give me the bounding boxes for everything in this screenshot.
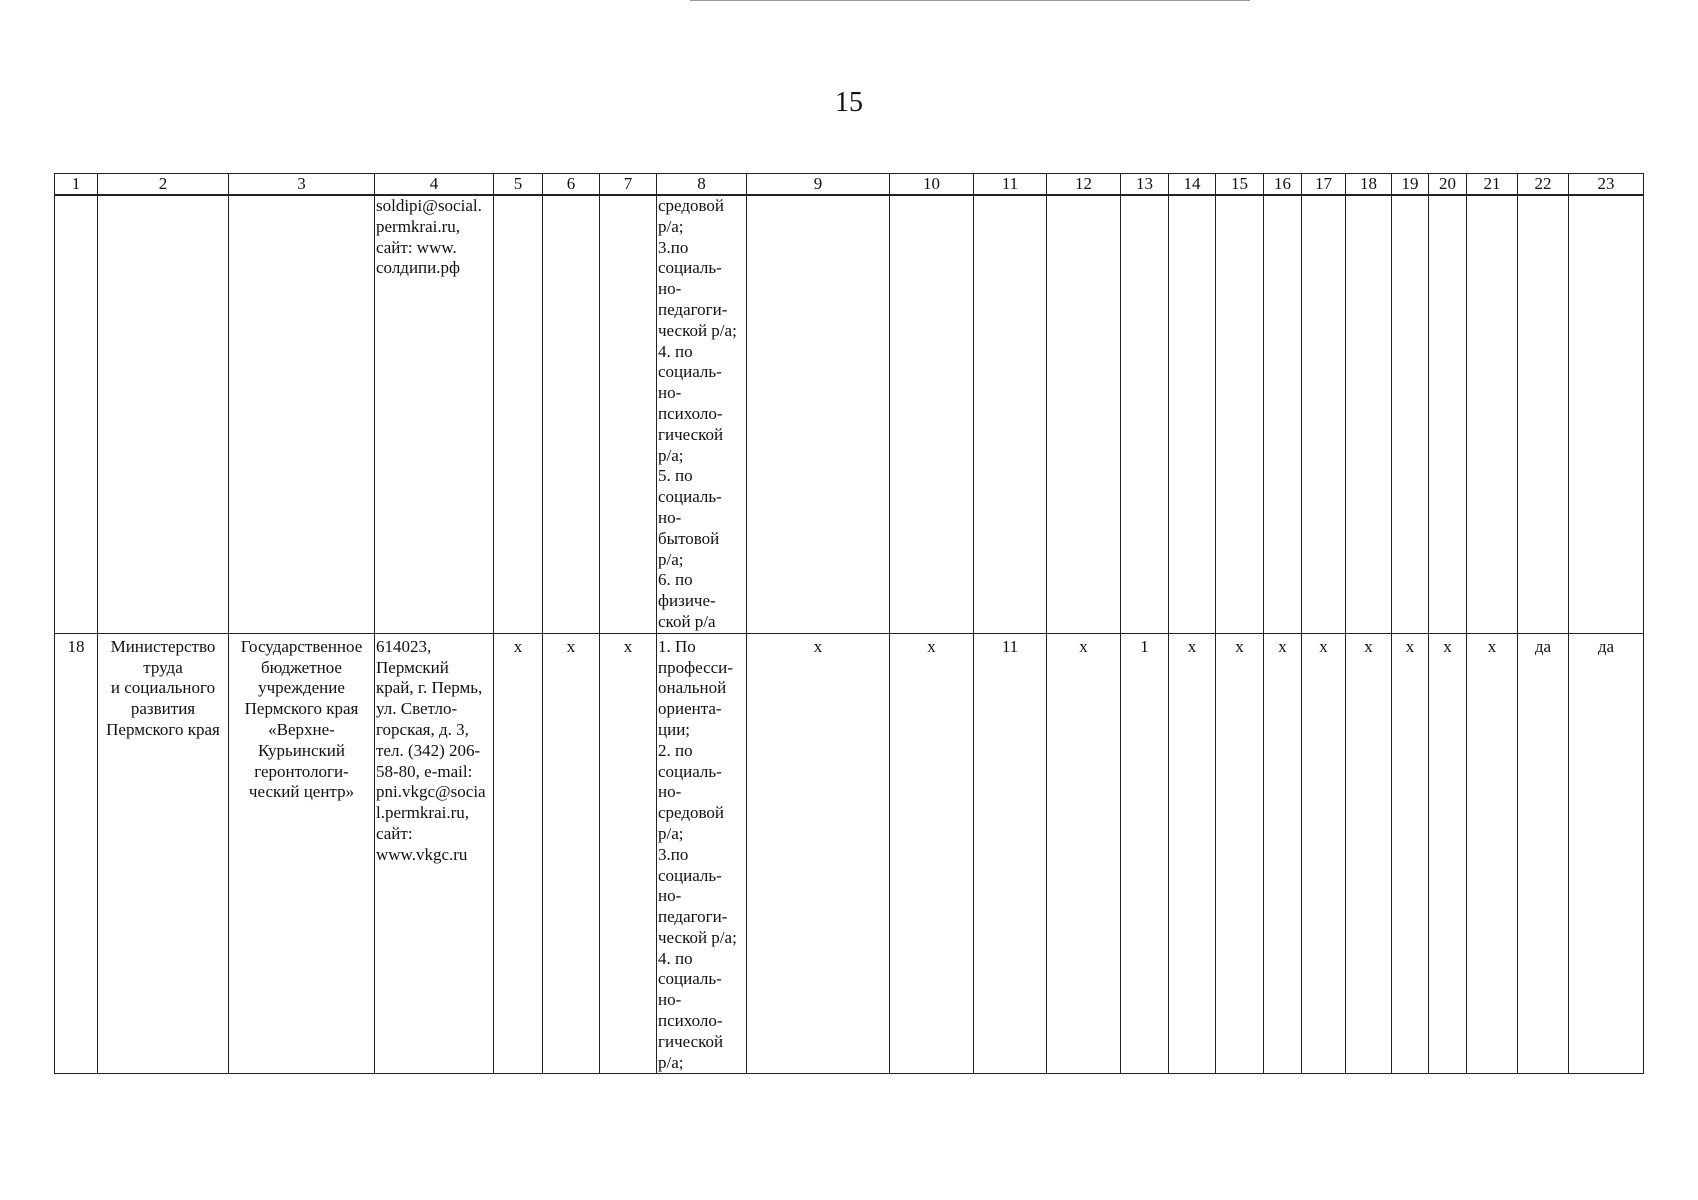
header-cell: 10: [890, 174, 974, 196]
header-cell: 7: [600, 174, 657, 196]
header-cell: 6: [543, 174, 600, 196]
table-cell: [55, 195, 98, 633]
rehab-types-cell: [657, 633, 747, 1074]
table-cell: х: [747, 633, 890, 1074]
table-cell: да: [1518, 633, 1569, 1074]
table-cell: [98, 195, 229, 633]
header-cell: 8: [657, 174, 747, 196]
table-cell: х: [1467, 633, 1518, 1074]
header-cell: 19: [1392, 174, 1429, 196]
contact-text: 614023, Пермский край, г. Пермь, ул. Светло- горская, д. 3, тел. (342) 206- 58-80, e-mail: pni.vkgc@socia l.permkrai.ru, сайт: www.vkgc.ru: [376, 636, 486, 864]
table-cell: [494, 195, 543, 633]
table-cell: [1346, 195, 1392, 633]
table-row-continued: [55, 195, 1644, 633]
rehab-types-cell: [657, 195, 747, 633]
ministry-text: Министерство труда и социального развития Пермского края: [106, 636, 220, 739]
rehab-types-text: средовой р/а; 3.по социаль- но- педагоги- ческой р/а; 4. по социаль- но- психоло- гической р/а; 5. по социаль- но- бытовой р/а; 6. по физиче- ской р/а: [658, 196, 737, 631]
table-cell: [1121, 195, 1169, 633]
rehab-types-text: 1. По професси- ональной ориента- ции; 2. по социаль- но- средовой р/а; 3.по социаль- но- педагоги- ческой р/а; 4. по социаль- но- психоло- гической р/а;: [658, 636, 737, 1072]
header-cell: 14: [1169, 174, 1216, 196]
institution-text: Государственное бюджетное учреждение Пермского края «Верхне- Курьинский геронтологи- ческий центр»: [240, 636, 363, 802]
table-cell: 11: [974, 633, 1047, 1074]
header-cell: 18: [1346, 174, 1392, 196]
header-cell: 2: [98, 174, 229, 196]
table-cell: [890, 195, 974, 633]
table-cell: х: [1169, 633, 1216, 1074]
table-cell: [1302, 195, 1346, 633]
header-cell: 9: [747, 174, 890, 196]
registry-table: [54, 173, 1644, 1074]
institution-cell: [229, 633, 375, 1074]
table-cell: [1047, 195, 1121, 633]
table-cell: х: [1216, 633, 1264, 1074]
table-cell: х: [543, 633, 600, 1074]
table-cell: [229, 195, 375, 633]
table-cell: [1216, 195, 1264, 633]
table-cell: [1467, 195, 1518, 633]
table-cell: х: [1302, 633, 1346, 1074]
header-cell: 13: [1121, 174, 1169, 196]
table-cell: [974, 195, 1047, 633]
table-cell: [543, 195, 600, 633]
ministry-cell: [98, 633, 229, 1074]
header-cell: 4: [375, 174, 494, 196]
header-cell: 3: [229, 174, 375, 196]
page-number: 15: [835, 87, 863, 118]
table-cell: да: [1569, 633, 1644, 1074]
contact-text: soldipi@social. permkrai.ru, сайт: www. солдипи.рф: [376, 196, 482, 278]
header-cell: 1: [55, 174, 98, 196]
header-cell: 23: [1569, 174, 1644, 196]
contact-cell: [375, 633, 494, 1074]
header-cell: 20: [1429, 174, 1467, 196]
table-cell: [1392, 195, 1429, 633]
table-cell: х: [1264, 633, 1302, 1074]
table-cell: х: [600, 633, 657, 1074]
header-cell: 22: [1518, 174, 1569, 196]
table-cell: [1518, 195, 1569, 633]
table-cell: 1: [1121, 633, 1169, 1074]
table-cell: [1169, 195, 1216, 633]
header-cell: 21: [1467, 174, 1518, 196]
table-cell: х: [494, 633, 543, 1074]
table-row-18: [55, 633, 1644, 1074]
table-cell: х: [1429, 633, 1467, 1074]
table-cell: [600, 195, 657, 633]
header-cell: 12: [1047, 174, 1121, 196]
table-cell: х: [890, 633, 974, 1074]
header-cell: 17: [1302, 174, 1346, 196]
table-cell: [747, 195, 890, 633]
table-cell: х: [1392, 633, 1429, 1074]
header-cell: 5: [494, 174, 543, 196]
header-cell: 16: [1264, 174, 1302, 196]
header-row: [55, 174, 1644, 196]
header-cell: 15: [1216, 174, 1264, 196]
row-number: 18: [55, 633, 98, 1074]
header-cell: 11: [974, 174, 1047, 196]
table-cell: [1429, 195, 1467, 633]
table-cell: х: [1047, 633, 1121, 1074]
contact-cell: [375, 195, 494, 633]
scan-edge-line: [690, 0, 1250, 1]
table-cell: [1264, 195, 1302, 633]
table-cell: [1569, 195, 1644, 633]
table-cell: х: [1346, 633, 1392, 1074]
